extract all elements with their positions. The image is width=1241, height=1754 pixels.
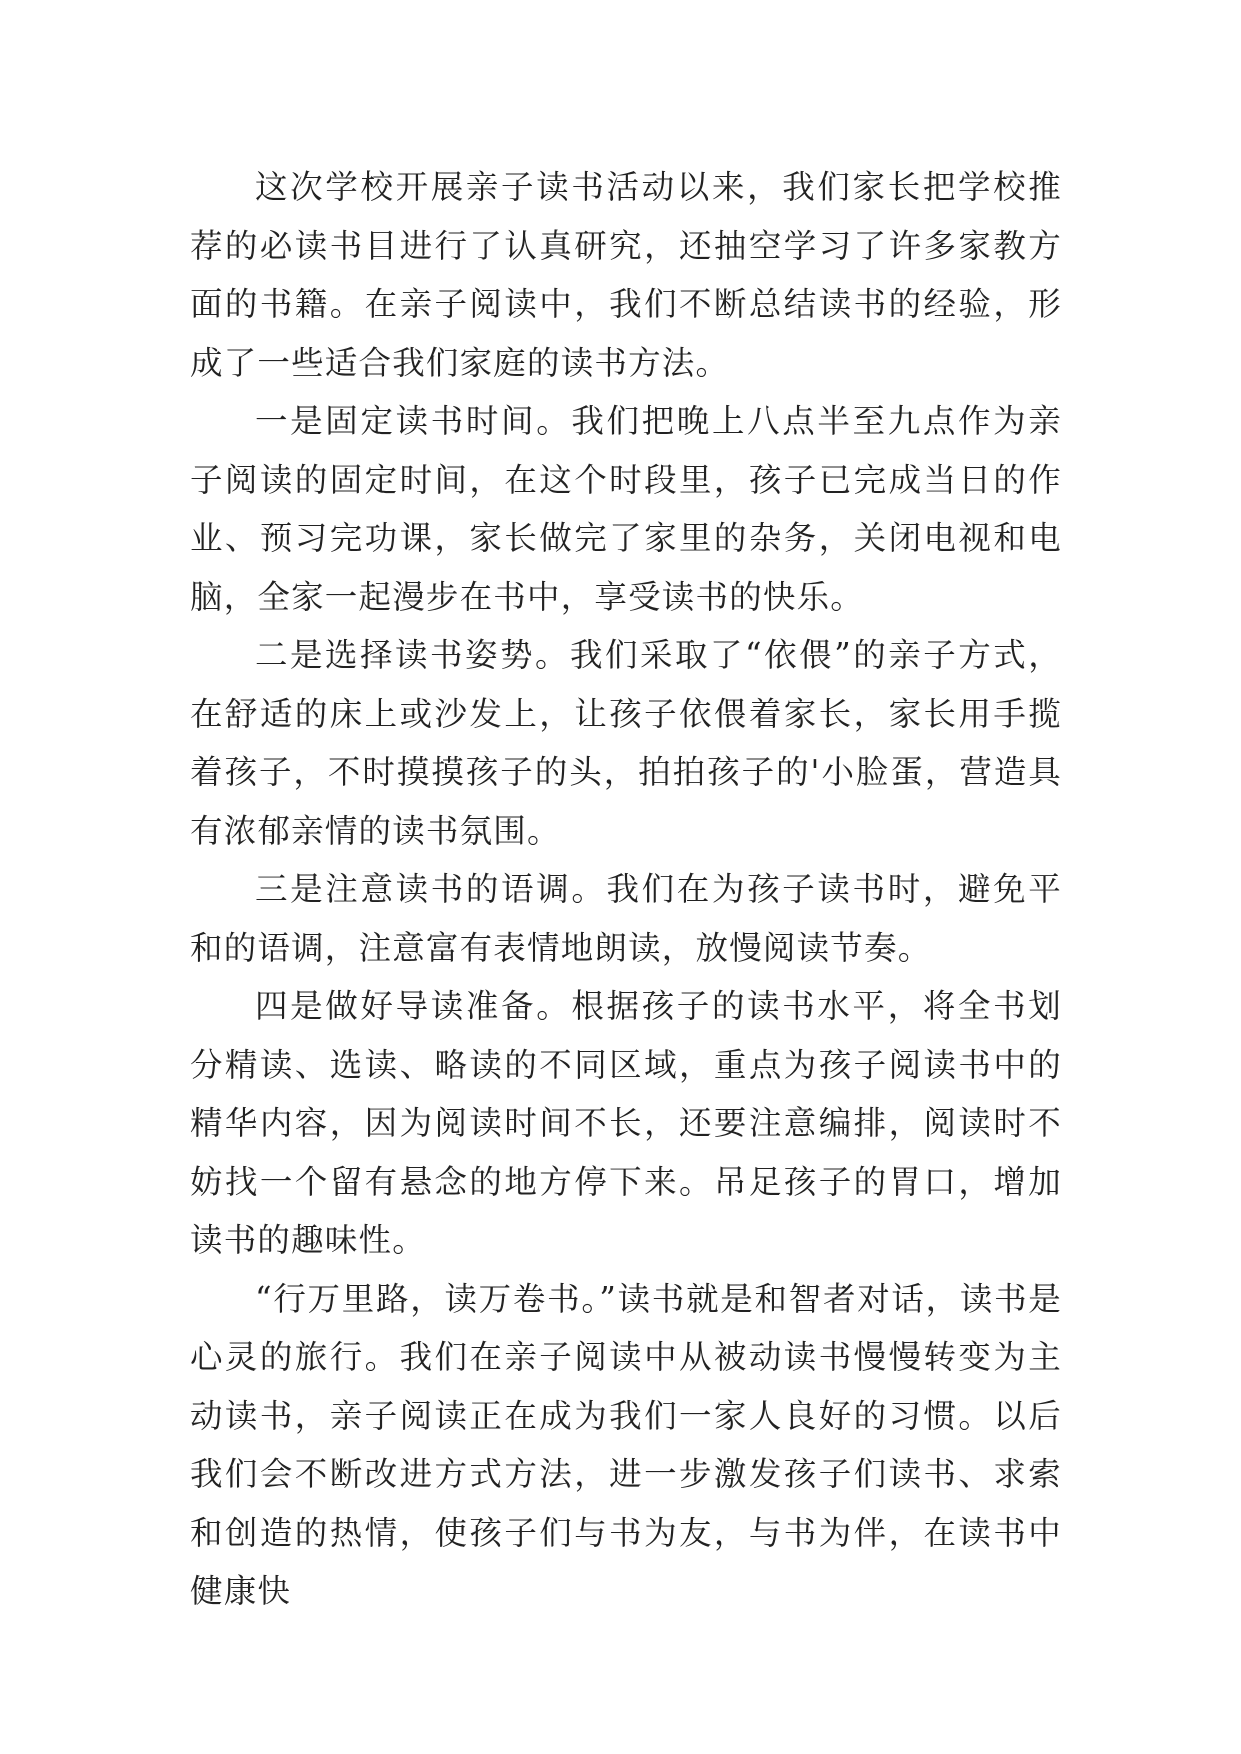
paragraph-reading-tone: 三是注意读书的语调。我们在为孩子读书时，避免平和的语调，注意富有表情地朗读，放慢阅读节奏。 [190,870,1062,967]
paragraph-guided-reading: 四是做好导读准备。根据孩子的读书水平，将全书划分精读、选读、略读的不同区域，重点为孩子阅读书中的精华内容，因为阅读时间不长，还要注意编排，阅读时不妨找一个留有悬念的地方停下来。吊足孩子的胃口，增加读书的趣味性。 [190,987,1062,1259]
paragraph-conclusion: “行万里路，读万卷书。”读书就是和智者对话，读书是心灵的旅行。我们在亲子阅读中从被动读书慢慢转变为主动读书，亲子阅读正在成为我们一家人良好的习惯。以后我们会不断改进方式方法，进一步激发孩子们读书、求索和创造的热情，使孩子们与书为友，与书为伴，在读书中健康快 [190,1279,1062,1610]
paragraph-intro: 这次学校开展亲子读书活动以来，我们家长把学校推荐的必读书目进行了认真研究，还抽空学习了许多家教方面的书籍。在亲子阅读中，我们不断总结读书的经验，形成了一些适合我们家庭的读书方法。 [190,168,1062,382]
document-body [190,158,1062,1621]
paragraph-fixed-reading-time: 一是固定读书时间。我们把晚上八点半至九点作为亲子阅读的固定时间，在这个时段里，孩子已完成当日的作业、预习完功课，家长做完了家里的杂务，关闭电视和电脑，全家一起漫步在书中，享受读书的快乐。 [190,402,1062,616]
paragraph-reading-posture: 二是选择读书姿势。我们采取了“依偎”的亲子方式，在舒适的床上或沙发上，让孩子依偎着家长，家长用手揽着孩子，不时摸摸孩子的头，拍拍孩子的'小脸蛋，营造具有浓郁亲情的读书氛围。 [190,636,1062,850]
